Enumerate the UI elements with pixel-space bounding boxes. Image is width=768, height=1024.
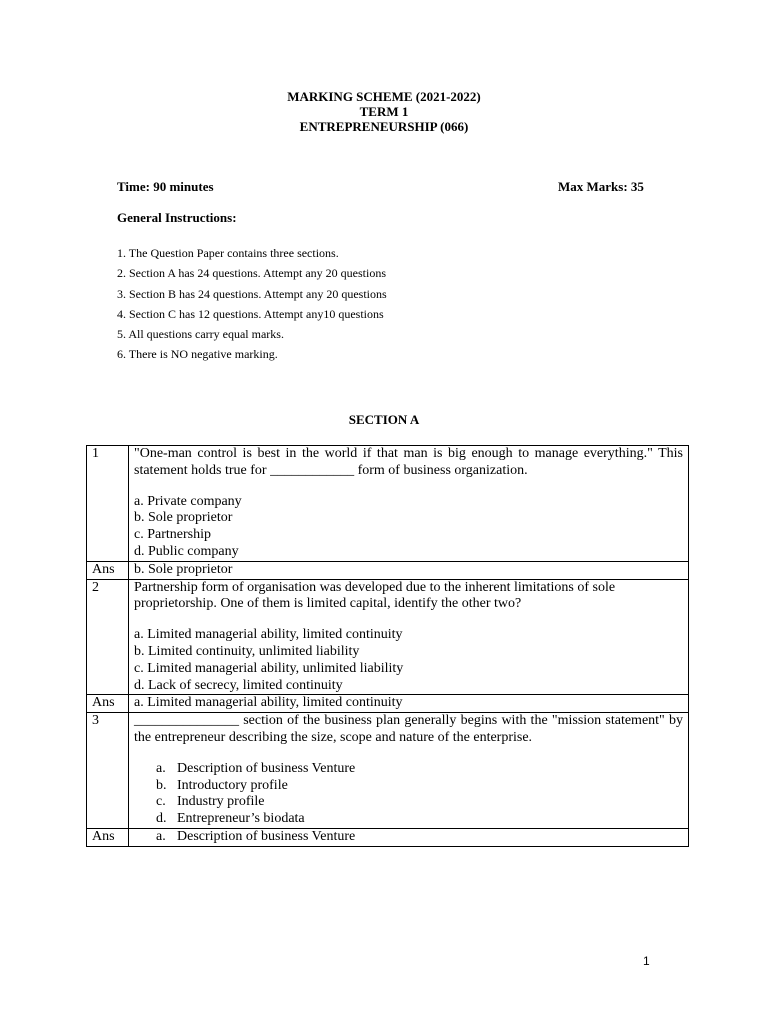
option <box>134 794 683 811</box>
question-number: 1 <box>87 446 129 562</box>
question-text: _______________ section of the business plan generally begins with the "mission statement" by the entrepreneur describing the size, scope and nature of the enterprise. <box>134 713 683 745</box>
option-letter: b. <box>156 777 167 793</box>
option <box>134 778 683 795</box>
option <box>134 761 683 778</box>
option-label: Industry profile <box>177 794 265 810</box>
question-cell <box>129 713 689 829</box>
answer-row <box>87 561 689 579</box>
instruction-item: 5. All questions carry equal marks. <box>117 327 284 342</box>
option: b. Limited continuity, unlimited liability <box>134 643 360 659</box>
option-label: Introductory profile <box>177 777 288 793</box>
answer-row <box>87 695 689 713</box>
option <box>134 811 683 828</box>
instruction-item: 6. There is NO negative marking. <box>117 347 278 362</box>
option-letter: d. <box>156 811 167 827</box>
option: c. Partnership <box>134 527 211 543</box>
question-number: 2 <box>87 579 129 695</box>
answer-label: Ans <box>87 828 129 846</box>
instructions-list <box>117 245 387 367</box>
answer-label: Ans <box>87 695 129 713</box>
option: d. Lack of secrecy, limited continuity <box>134 677 343 693</box>
section-title: SECTION A <box>348 412 420 427</box>
instruction-item: 2. Section A has 24 questions. Attempt any 20 questions <box>117 266 386 281</box>
answer-text: a. Limited managerial ability, limited continuity <box>129 695 689 713</box>
option-letter: a. <box>156 828 166 844</box>
question-cell <box>129 446 689 562</box>
time-label: Time: 90 minutes <box>117 179 214 194</box>
answer-row <box>87 828 689 846</box>
question-number: 3 <box>87 713 129 829</box>
question-cell <box>129 579 689 695</box>
question-text: "One-man control is best in the world if that man is big enough to manage everything." This statement holds true for ____________ form of business organization. <box>134 446 683 478</box>
option: d. Public company <box>134 543 239 559</box>
max-marks-label: Max Marks: 35 <box>558 179 644 194</box>
option: a. Private company <box>134 493 242 509</box>
option: c. Limited managerial ability, unlimited liability <box>134 660 404 676</box>
option: b. Sole proprietor <box>134 510 233 526</box>
option-letter: c. <box>156 794 166 810</box>
option-letter: a. <box>156 760 166 776</box>
answer-text <box>129 828 689 846</box>
questions-table <box>86 445 689 847</box>
question-text: Partnership form of organisation was developed due to the inherent limitations of sole proprietorship. One of them is limited capital, identify the other two? <box>134 579 616 612</box>
option-label: Description of business Venture <box>177 760 356 776</box>
question-row <box>87 579 689 695</box>
instruction-item: 3. Section B has 24 questions. Attempt any 20 questions <box>117 286 387 301</box>
option-label: Description of business Venture <box>177 828 356 844</box>
header-title: MARKING SCHEME (2021-2022) <box>287 89 481 104</box>
question-row <box>87 713 689 829</box>
header-subject: ENTREPRENEURSHIP (066) <box>299 119 469 134</box>
answer-text: b. Sole proprietor <box>129 561 689 579</box>
question-row <box>87 446 689 562</box>
option-label: Entrepreneur’s biodata <box>177 811 305 827</box>
option: a. Limited managerial ability, limited continuity <box>134 627 403 643</box>
instruction-item: 1. The Question Paper contains three sections. <box>117 246 339 260</box>
instruction-item: 4. Section C has 12 questions. Attempt any10 questions <box>117 306 384 321</box>
general-instructions-title: General Instructions: <box>117 210 237 225</box>
answer-label: Ans <box>87 561 129 579</box>
page-number: 1 <box>643 954 650 968</box>
header-term: TERM 1 <box>359 104 409 119</box>
